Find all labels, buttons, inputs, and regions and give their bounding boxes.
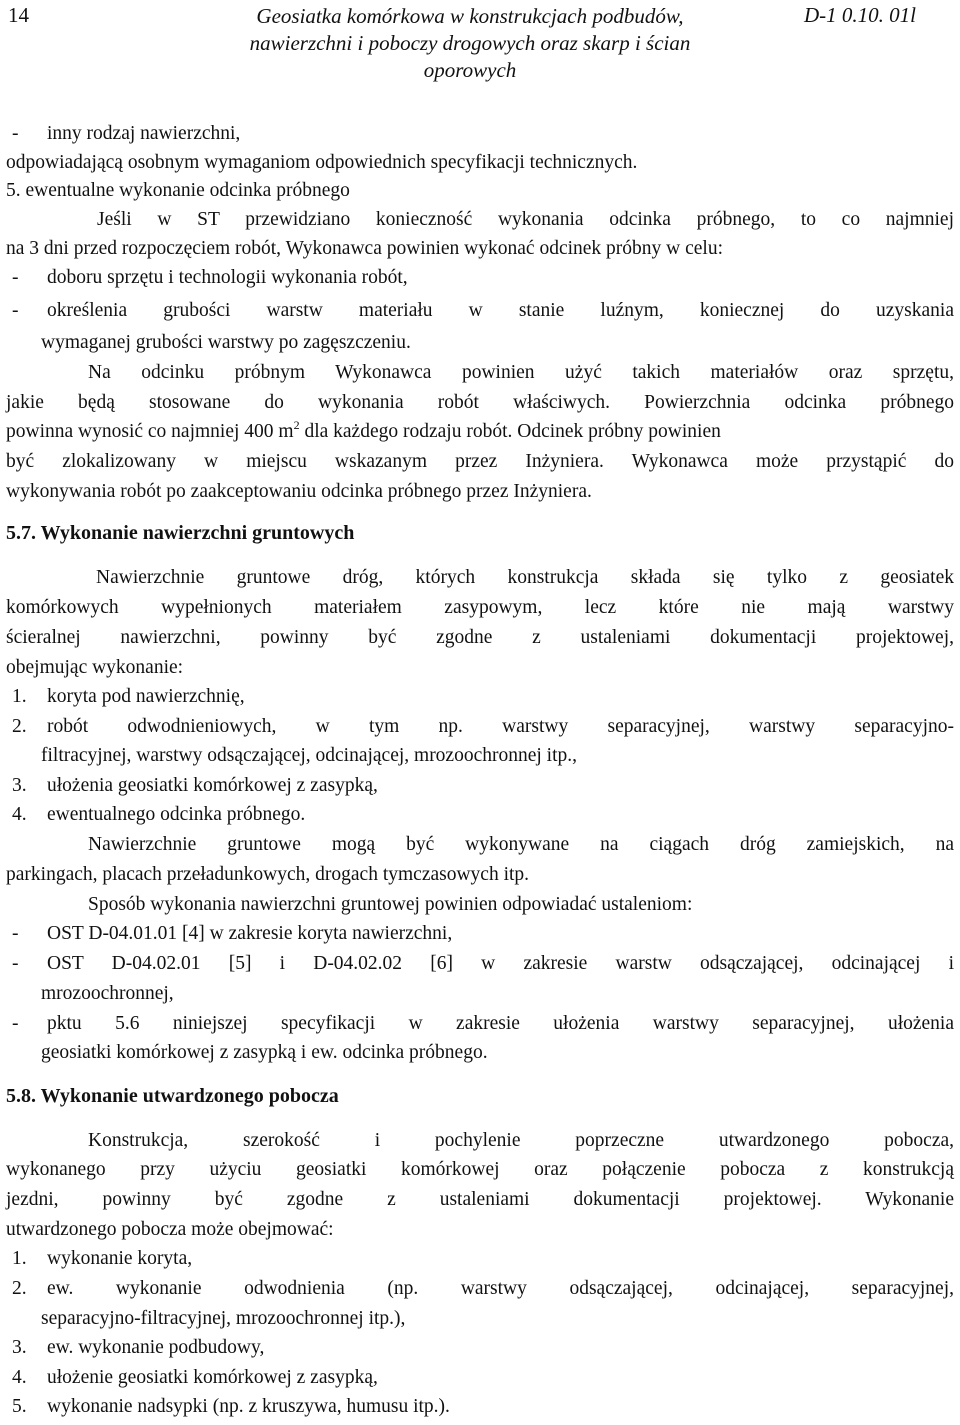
- list-item-text: ew. wykonanie podbudowy,: [47, 1337, 265, 1358]
- text-line: wykonywania robót po zaakceptowaniu odcinka próbnego przez Inżyniera.: [6, 481, 592, 502]
- text-line: wymaganej grubości warstwy po zagęszczeniu.: [41, 332, 411, 353]
- list-marker: 3.: [12, 1337, 27, 1358]
- running-title-line: Geosiatka komórkowa w konstrukcjach podbudów,: [256, 4, 684, 28]
- text-line: Nawierzchnie gruntowe dróg, których konstrukcja składa się tylko z geosiatek: [96, 567, 954, 588]
- list-item-text: ułożenie geosiatki komórkowej z zasypką,: [47, 1367, 378, 1388]
- text-fragment: dla każdego rodzaju robót. Odcinek próbny powinien: [299, 421, 721, 442]
- list-marker: 1.: [12, 686, 27, 707]
- list-item-text: wykonanie koryta,: [47, 1248, 193, 1269]
- list-item-continuation: mrozoochronnej,: [41, 983, 174, 1004]
- list-marker: 4.: [12, 1367, 27, 1388]
- list-marker: -: [12, 300, 19, 321]
- running-title-line: nawierzchni i poboczy drogowych oraz skarp i ścian: [249, 31, 691, 55]
- section-heading: 5.7. Wykonanie nawierzchni gruntowych: [6, 522, 355, 544]
- list-item-continuation: geosiatki komórkowej z zasypką i ew. odcinka próbnego.: [41, 1042, 488, 1063]
- text-line: komórkowych wypełnionych materiałem zasypowym, lecz które nie mają warstwy: [6, 597, 954, 618]
- text-line: jakie będą stosowane do wykonania robót właściwych. Powierzchnia odcinka próbnego: [6, 392, 954, 413]
- list-item-text: ułożenia geosiatki komórkowej z zasypką,: [47, 775, 378, 796]
- text-line: odpowiadającą osobnym wymaganiom odpowiednich specyfikacji technicznych.: [6, 152, 638, 173]
- list-marker: 4.: [12, 804, 27, 825]
- list-item-continuation: filtracyjnej, warstwy odsączającej, odcinającej, mrozoochronnej itp.,: [41, 745, 578, 766]
- text-line: Jeśli w ST przewidziano konieczność wykonania odcinka próbnego, to co najmniej: [97, 209, 954, 230]
- text-line: na 3 dni przed rozpoczęciem robót, Wykonawca powinien wykonać odcinek próbny w celu:: [6, 238, 724, 259]
- list-marker: -: [12, 953, 19, 974]
- running-title-line: oporowych: [423, 58, 517, 82]
- list-marker: -: [12, 1013, 19, 1034]
- text-line: Sposób wykonania nawierzchni gruntowej powinien odpowiadać ustaleniom:: [88, 894, 693, 915]
- list-item-text: koryta pod nawierzchnię,: [47, 686, 245, 707]
- list-marker: 2.: [12, 1278, 27, 1299]
- text-line: 5. ewentualne wykonanie odcinka próbnego: [6, 180, 350, 201]
- text-line: parkingach, placach przeładunkowych, drogach tymczasowych itp.: [6, 864, 530, 885]
- list-marker: -: [12, 267, 19, 288]
- text-line: [6, 419, 954, 444]
- text-line: Na odcinku próbnym Wykonawca powinien użyć takich materiałów oraz sprzętu,: [88, 362, 954, 383]
- list-item-text: wykonanie nadsypki (np. z kruszywa, humusu itp.).: [47, 1396, 450, 1417]
- list-item-text: ewentualnego odcinka próbnego.: [47, 804, 306, 825]
- list-item-text: pktu 5.6 niniejszej specyfikacji w zakresie ułożenia warstwy separacyjnej, ułożenia: [47, 1013, 954, 1034]
- list-item-text: ew. wykonanie odwodnienia (np. warstwy odsączającej, odcinającej, separacyjnej,: [47, 1278, 954, 1299]
- text-line: ścieralnej nawierzchni, powinny być zgodne z ustaleniami dokumentacji projektowej,: [6, 627, 954, 648]
- list-item-text: określenia grubości warstw materiału w stanie luźnym, koniecznej do uzyskania: [47, 300, 954, 321]
- text-line: Nawierzchnie gruntowe mogą być wykonywane na ciągach dróg zamiejskich, na: [88, 834, 954, 855]
- list-item-text: inny rodzaj nawierzchni,: [47, 123, 241, 144]
- section-heading: 5.8. Wykonanie utwardzonego pobocza: [6, 1085, 339, 1107]
- superscript: 2: [293, 418, 300, 432]
- text-fragment: powinna wynosić co najmniej 400 m: [6, 421, 294, 442]
- list-item-text: OST D-04.01.01 [4] w zakresie koryta nawierzchni,: [47, 923, 453, 944]
- list-item-continuation: separacyjno-filtracyjnej, mrozoochronnej itp.),: [41, 1308, 406, 1329]
- list-item-text: doboru sprzętu i technologii wykonania robót,: [47, 267, 408, 288]
- list-item-text: OST D-04.02.01 [5] i D-04.02.02 [6] w zakresie warstw odsączającej, odcinającej i: [47, 953, 954, 974]
- list-item-text: robót odwodnieniowych, w tym np. warstwy separacyjnej, warstwy separacyjno-: [47, 716, 954, 737]
- running-title: [180, 3, 760, 84]
- list-marker: 3.: [12, 775, 27, 796]
- text-line: obejmując wykonanie:: [6, 657, 184, 678]
- list-marker: 1.: [12, 1248, 27, 1269]
- text-line: wykonanego przy użyciu geosiatki komórkowej oraz połączenie pobocza z konstrukcją: [6, 1159, 954, 1180]
- text-line: jezdni, powinny być zgodne z ustaleniami dokumentacji projektowej. Wykonanie: [6, 1189, 954, 1210]
- list-marker: 5.: [12, 1396, 27, 1417]
- page-number: 14: [8, 3, 29, 27]
- list-marker: 2.: [12, 716, 27, 737]
- list-marker: -: [12, 923, 19, 944]
- text-line: utwardzonego pobocza może obejmować:: [6, 1219, 334, 1240]
- text-line: być zlokalizowany w miejscu wskazanym przez Inżyniera. Wykonawca może przystąpić do: [6, 451, 954, 472]
- spec-code: D-1 0.10. 01l: [804, 3, 916, 27]
- text-line: Konstrukcja, szerokość i pochylenie poprzeczne utwardzonego pobocza,: [88, 1130, 954, 1151]
- list-marker: -: [12, 123, 19, 144]
